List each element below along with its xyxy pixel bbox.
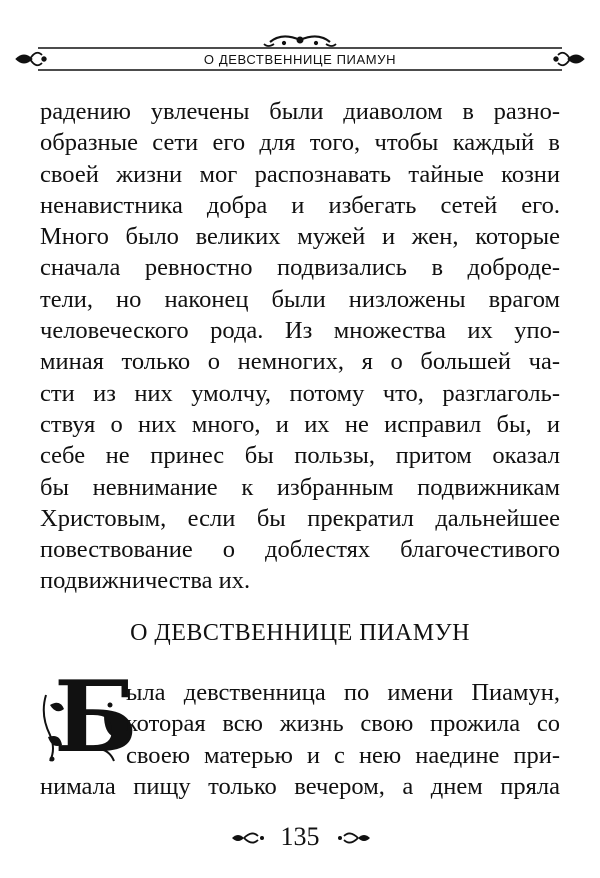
text-line: своей жизни мог распознавать тайные козни — [40, 160, 560, 188]
text-line: радению увлечены были диаволом в разно- — [40, 98, 560, 125]
text-line: миная только о немногих, я о большей ча- — [40, 348, 560, 376]
text-line: сти из них умолчу, потому что, разглаголь- — [40, 379, 560, 407]
right-footer-fleuron-icon — [328, 828, 372, 848]
page-number: 135 — [280, 822, 320, 851]
text-line: нимала пищу только вечером, а днем пряла — [40, 772, 560, 800]
text-line: Много было великих мужей и жен, которые — [40, 223, 560, 251]
page-footer — [0, 818, 600, 858]
text-line: которая всю жизнь свою прожила со — [126, 710, 560, 738]
drop-cap-letter: Б — [54, 660, 138, 775]
text-line: себе не принес бы пользы, притом оказал — [40, 442, 560, 470]
chapter-title: О ДЕВСТВЕННИЦЕ ПИАМУН — [130, 620, 470, 646]
text-line: образные сети его для того, чтобы каждый в — [40, 129, 560, 157]
body-text — [40, 96, 560, 597]
top-flourish-icon — [264, 36, 336, 46]
text-line: ыла девственница по имени Пиамун, — [126, 679, 560, 706]
text-line: человеческого рода. Из множества их упо- — [40, 317, 560, 345]
text-line: Христовым, если бы прекратил дальнейшее — [40, 504, 560, 532]
running-title: О ДЕВСТВЕННИЦЕ ПИАМУН — [203, 52, 397, 67]
text-line: сначала ревностно подвизались в доброде- — [40, 254, 560, 282]
text-line: тели, но наконец были низложены врагом — [40, 285, 560, 313]
text-line: бы невнимание к избранным подвижникам — [40, 473, 560, 501]
text-line: ствуя о них много, и их не исправил бы, и — [40, 410, 560, 438]
text-line: ненавистника добра и избегать сетей его. — [40, 191, 560, 219]
text-line: своею матерью и с нею наедине при- — [126, 741, 560, 769]
text-line: повествование о доблестях благочестивого — [40, 536, 560, 564]
text-line: подвижничества их. — [40, 567, 251, 595]
chapter-body — [40, 677, 560, 802]
page-header — [12, 34, 588, 78]
